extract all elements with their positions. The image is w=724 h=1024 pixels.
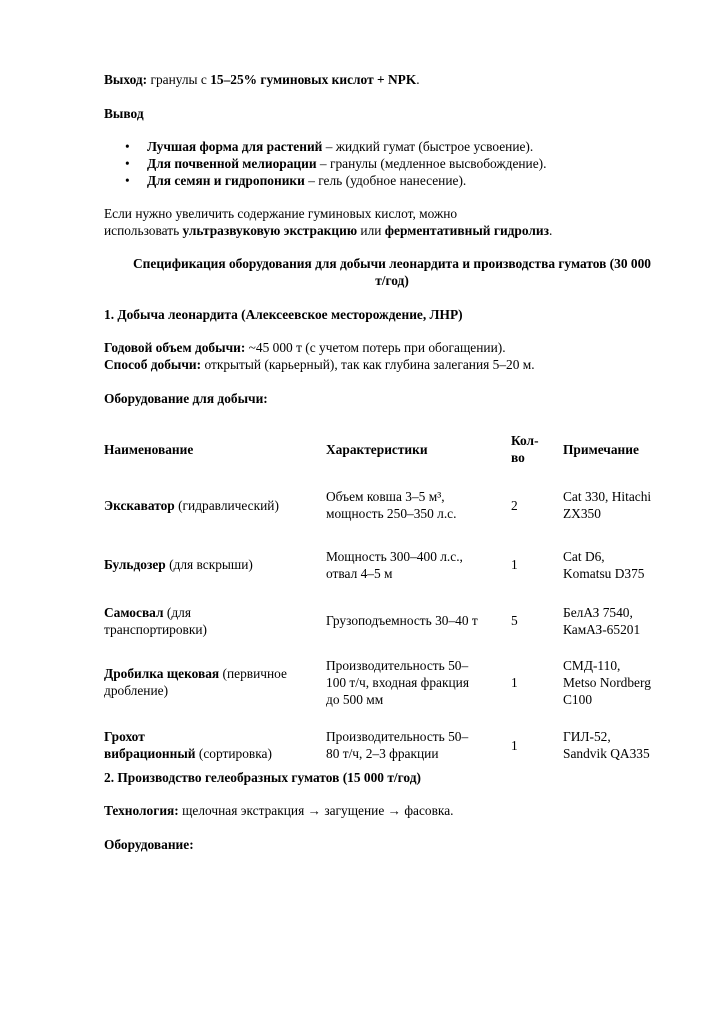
equipment-heading-text: Оборудование для добычи: bbox=[104, 391, 268, 406]
spec-line: до 500 мм bbox=[326, 691, 384, 707]
equipment-name: Дробилка щековая bbox=[104, 666, 220, 681]
cell-qty: 1 bbox=[511, 557, 518, 572]
table-row bbox=[104, 536, 703, 593]
note-line: СМД-110, bbox=[563, 657, 621, 673]
cell-name bbox=[104, 536, 326, 593]
list-item bbox=[125, 155, 547, 172]
technology-line bbox=[104, 802, 454, 819]
mining-method-label: Способ добычи: bbox=[104, 357, 202, 372]
note-line: C100 bbox=[563, 691, 593, 707]
header-qty-line-2: во bbox=[511, 450, 525, 465]
output-text-2: . bbox=[416, 72, 420, 87]
section1-heading bbox=[104, 306, 463, 323]
note-paragraph bbox=[104, 205, 552, 239]
section2-equipment-heading bbox=[104, 836, 194, 853]
section2-equipment-heading-text: Оборудование: bbox=[104, 837, 194, 852]
cell-qty: 1 bbox=[511, 737, 518, 753]
header-specs: Характеристики bbox=[326, 441, 428, 457]
bullet-icon: • bbox=[125, 139, 130, 154]
conclusion-list bbox=[125, 138, 547, 189]
annual-volume-value: ~45 000 т (с учетом потерь при обогащении). bbox=[245, 340, 506, 355]
header-name: Наименование bbox=[104, 441, 194, 457]
table-row bbox=[104, 593, 703, 648]
cell-note bbox=[563, 716, 703, 774]
section1-details bbox=[104, 339, 535, 373]
list-item bbox=[125, 172, 546, 189]
cell-specs bbox=[326, 536, 511, 593]
spec-title bbox=[90, 255, 694, 289]
note-text: использовать bbox=[104, 223, 183, 238]
cell-name bbox=[104, 593, 326, 648]
cell-specs bbox=[326, 648, 511, 716]
note-text: . bbox=[549, 223, 553, 238]
bullet-icon: • bbox=[125, 156, 130, 171]
spec-line: Грузоподъемность 30–40 т bbox=[326, 613, 478, 628]
header-qty bbox=[511, 432, 563, 466]
list-item-text: – гранулы (медленное высвобождение). bbox=[316, 156, 547, 171]
equipment-name-detail-line-2: транспортировки) bbox=[104, 621, 208, 637]
cell-note bbox=[563, 474, 703, 536]
equipment-name-detail: (гидравлический) bbox=[174, 497, 279, 513]
cell-specs bbox=[326, 593, 511, 648]
note-line: Cat D6, bbox=[563, 548, 605, 564]
equipment-name-detail: (сортировка) bbox=[195, 746, 272, 761]
note-line: Sandvik QA335 bbox=[563, 746, 650, 761]
list-item-bold: Для почвенной мелиорации bbox=[147, 156, 317, 171]
output-bold-value: 15–25% гуминовых кислот + NPK bbox=[210, 72, 417, 87]
note-text: или bbox=[357, 223, 385, 238]
note-line: ГИЛ-52, bbox=[563, 729, 611, 744]
conclusion-heading-text: Вывод bbox=[104, 106, 144, 121]
header-note: Примечание bbox=[563, 441, 639, 457]
note-line: ZX350 bbox=[563, 506, 601, 521]
equipment-name-line-2: вибрационный bbox=[104, 746, 196, 761]
note-bold-method-2: ферментативный гидролиз bbox=[384, 223, 550, 238]
spec-line: отвал 4–5 м bbox=[326, 565, 393, 581]
spec-line: Производительность 50– bbox=[326, 729, 469, 744]
list-item bbox=[125, 138, 546, 155]
technology-value: щелочная экстракция → загущение → фасовка. bbox=[178, 803, 454, 818]
table-row bbox=[104, 474, 703, 536]
cell-qty: 2 bbox=[511, 497, 518, 513]
cell-note bbox=[563, 593, 703, 648]
output-line bbox=[104, 71, 420, 88]
note-line-1: Если нужно увеличить содержание гуминовых кислот, можно bbox=[104, 206, 458, 221]
equipment-name: Самосвал bbox=[104, 604, 164, 620]
header-qty-line-1: Кол- bbox=[511, 433, 539, 448]
equipment-table bbox=[104, 424, 703, 774]
section2-heading bbox=[104, 769, 421, 786]
equipment-heading bbox=[104, 390, 268, 407]
equipment-name: Экскаватор bbox=[104, 497, 175, 513]
equipment-name: Бульдозер bbox=[104, 557, 166, 572]
technology-label: Технология: bbox=[104, 803, 179, 818]
cell-specs bbox=[326, 474, 511, 536]
equipment-name-detail: (первичное bbox=[219, 666, 287, 681]
spec-line: Мощность 300–400 л.с., bbox=[326, 548, 463, 564]
table-row bbox=[104, 716, 703, 774]
note-line: КамАЗ-65201 bbox=[563, 621, 641, 637]
note-line: Komatsu D375 bbox=[563, 565, 645, 581]
cell-name bbox=[104, 474, 326, 536]
spec-line: 100 т/ч, входная фракция bbox=[326, 674, 469, 690]
output-text-1: гранулы с bbox=[147, 72, 211, 87]
list-item-text: – гель (удобное нанесение). bbox=[304, 173, 467, 188]
equipment-name-detail: (для bbox=[163, 604, 191, 620]
spec-title-line-1: Спецификация оборудования для добычи леонардита и производства гуматов (30 000 bbox=[133, 256, 651, 271]
conclusion-heading bbox=[104, 105, 144, 122]
list-item-bold: Для семян и гидропоники bbox=[147, 173, 305, 188]
equipment-name-detail-line-2: дробление) bbox=[104, 683, 169, 698]
mining-method-line bbox=[104, 356, 535, 373]
note-line-2 bbox=[104, 222, 552, 239]
note-line: Metso Nordberg bbox=[563, 674, 651, 690]
spec-line: 80 т/ч, 2–3 фракции bbox=[326, 746, 439, 761]
table-header-row bbox=[104, 424, 703, 474]
cell-note bbox=[563, 536, 703, 593]
equipment-name: Грохот bbox=[104, 729, 145, 744]
annual-volume-label: Годовой объем добычи: bbox=[104, 340, 246, 355]
spec-line: Объем ковша 3–5 м³, bbox=[326, 489, 445, 504]
section2-heading-text: 2. Производство гелеобразных гуматов (15 000 т/год) bbox=[104, 770, 421, 785]
mining-method-value: открытый (карьерный), так как глубина залегания 5–20 м. bbox=[201, 357, 535, 372]
equipment-name-detail: (для вскрыши) bbox=[165, 557, 253, 572]
section1-heading-text: 1. Добыча леонардита (Алексеевское месторождение, ЛНР) bbox=[104, 307, 463, 322]
cell-name bbox=[104, 716, 326, 774]
cell-qty: 1 bbox=[511, 674, 518, 690]
list-item-text: – жидкий гумат (быстрое усвоение). bbox=[322, 139, 534, 154]
cell-qty: 5 bbox=[511, 613, 518, 628]
output-label: Выход: bbox=[104, 72, 148, 87]
annual-volume-line bbox=[104, 339, 535, 356]
note-line: Cat 330, Hitachi bbox=[563, 489, 652, 504]
bullet-icon: • bbox=[125, 173, 130, 188]
spec-line: мощность 250–350 л.с. bbox=[326, 506, 457, 521]
cell-note bbox=[563, 648, 703, 716]
cell-name bbox=[104, 648, 326, 716]
list-item-bold: Лучшая форма для растений bbox=[147, 139, 323, 154]
table-row bbox=[104, 648, 703, 716]
spec-line: Производительность 50– bbox=[326, 657, 469, 673]
cell-specs bbox=[326, 716, 511, 774]
spec-title-line-2: т/год) bbox=[375, 273, 409, 288]
note-bold-method-1: ультразвуковую экстракцию bbox=[182, 223, 358, 238]
note-line: БелАЗ 7540, bbox=[563, 604, 633, 620]
